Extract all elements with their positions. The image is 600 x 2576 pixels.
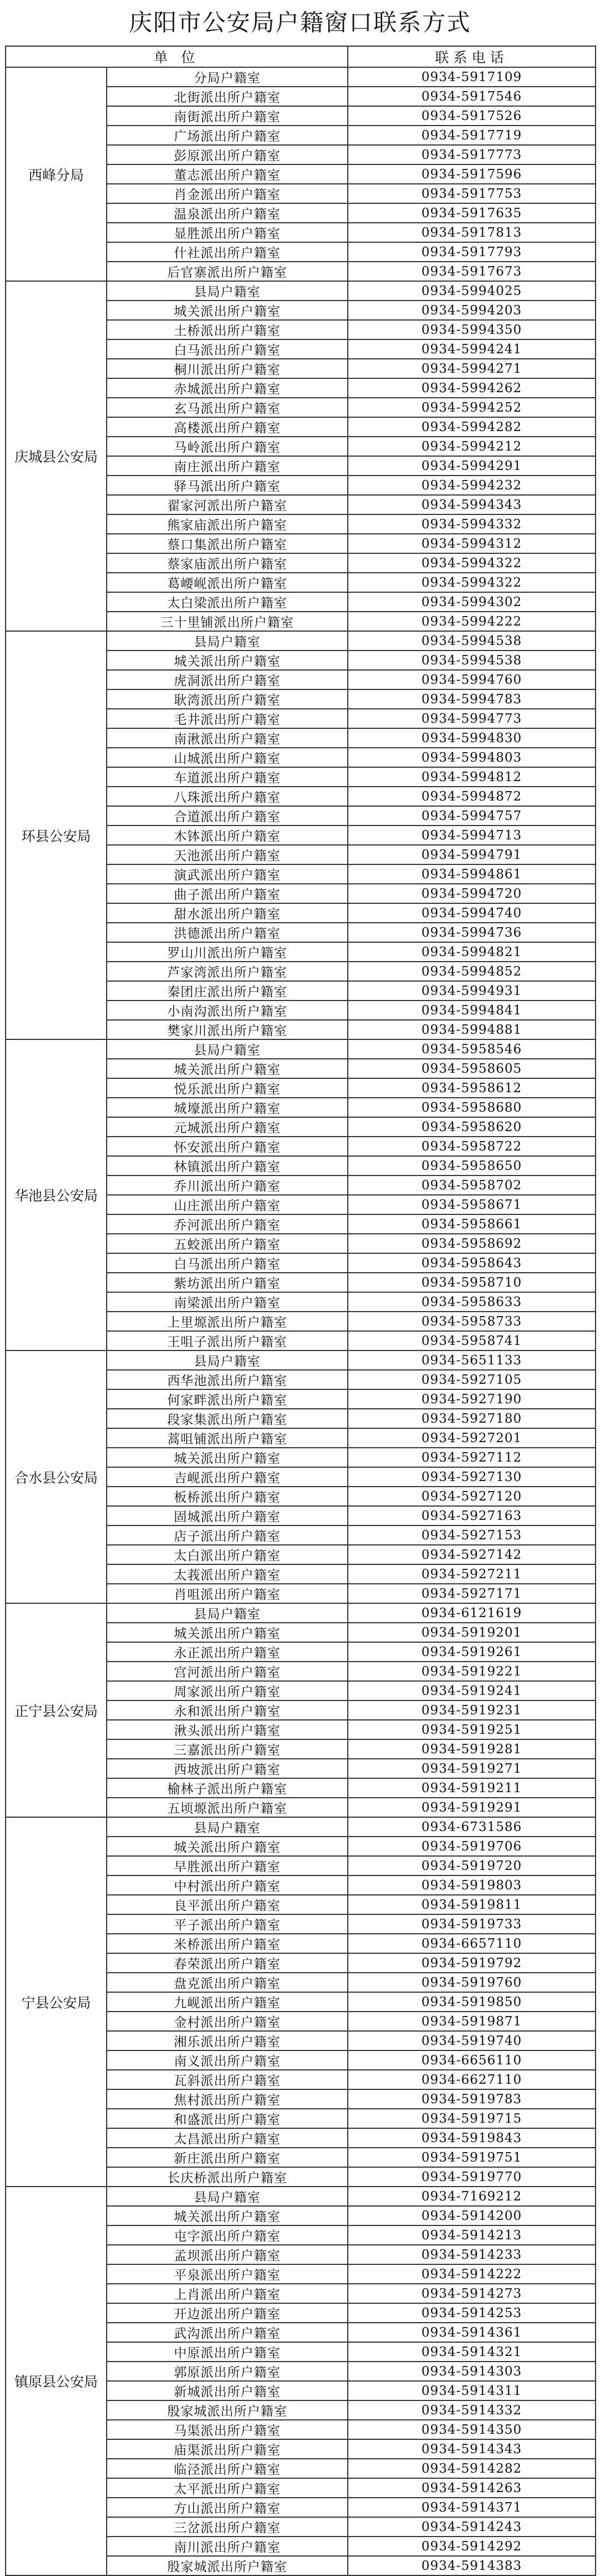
page-title: 庆阳市公安局户籍窗口联系方式 (128, 9, 471, 36)
unit-name: 车道派出所户籍室 (107, 767, 348, 787)
phone-number: 0934-6121619 (348, 1603, 596, 1623)
phone-number: 0934-5917793 (348, 242, 596, 262)
header-row (6, 46, 596, 67)
unit-name: 林镇派出所户籍室 (107, 1156, 348, 1176)
phone-number: 0934-5914253 (348, 2303, 596, 2323)
phone-number: 0934-5958710 (348, 1273, 596, 1292)
unit-name: 罗山川派出所户籍室 (107, 942, 348, 962)
phone-number: 0934-5994232 (348, 476, 596, 495)
bureau-name: 合水县公安局 (6, 1350, 107, 1603)
phone-number: 0934-5927120 (348, 1487, 596, 1506)
phone-number: 0934-5994760 (348, 670, 596, 689)
unit-name: 三嘉派出所户籍室 (107, 1739, 348, 1759)
phone-number: 0934-5994872 (348, 787, 596, 806)
phone-number: 0934-5958633 (348, 1292, 596, 1312)
bureau-name: 庆城县公安局 (6, 281, 107, 631)
phone-number: 0934-5919871 (348, 2012, 596, 2031)
phone-number: 0934-5927190 (348, 1389, 596, 1409)
phone-number: 0934-5914361 (348, 2323, 596, 2342)
unit-name: 瓦斜派出所户籍室 (107, 2070, 348, 2089)
unit-name: 中原派出所户籍室 (107, 2342, 348, 2362)
unit-name: 甜水派出所户籍室 (107, 903, 348, 923)
phone-number: 0934-5914303 (348, 2362, 596, 2381)
unit-name: 太莪派出所户籍室 (107, 1564, 348, 1584)
unit-name: 分局户籍室 (107, 67, 348, 87)
phone-number: 0934-5919803 (348, 1875, 596, 1895)
unit-name: 芦家湾派出所户籍室 (107, 962, 348, 981)
unit-name: 耿湾派出所户籍室 (107, 689, 348, 709)
unit-name: 五蛟派出所户籍室 (107, 1234, 348, 1253)
phone-number: 0934-5994841 (348, 1001, 596, 1020)
phone-number: 0934-6656110 (348, 2050, 596, 2070)
unit-name: 翟家河派出所户籍室 (107, 495, 348, 514)
table-row (6, 67, 596, 87)
phone-number: 0934-5914292 (348, 2537, 596, 2556)
unit-name: 永和派出所户籍室 (107, 1700, 348, 1720)
phone-number: 0934-5919811 (348, 1895, 596, 1914)
phone-number: 0934-5994302 (348, 592, 596, 612)
unit-name: 木钵派出所户籍室 (107, 826, 348, 845)
unit-name: 桐川派出所户籍室 (107, 359, 348, 378)
unit-name: 盘克派出所户籍室 (107, 1973, 348, 1992)
unit-name: 永正派出所户籍室 (107, 1642, 348, 1662)
unit-name: 新城派出所户籍室 (107, 2381, 348, 2400)
unit-name: 天池派出所户籍室 (107, 845, 348, 864)
phone-number: 0934-5917526 (348, 106, 596, 126)
phone-number: 0934-5917813 (348, 223, 596, 242)
phone-number: 0934-5919221 (348, 1662, 596, 1681)
unit-name: 白马派出所户籍室 (107, 1253, 348, 1273)
phone-number: 0934-5994773 (348, 709, 596, 728)
phone-number: 0934-5994852 (348, 962, 596, 981)
phone-number: 0934-5917546 (348, 87, 596, 106)
unit-name: 曲子派出所户籍室 (107, 884, 348, 903)
phone-number: 0934-5919706 (348, 1837, 596, 1856)
unit-name: 演武派出所户籍室 (107, 864, 348, 884)
phone-number: 0934-5994025 (348, 281, 596, 301)
phone-number: 0934-5994312 (348, 534, 596, 553)
unit-name: 显胜派出所户籍室 (107, 223, 348, 242)
unit-name: 郭原派出所户籍室 (107, 2362, 348, 2381)
phone-number: 0934-5917719 (348, 126, 596, 145)
phone-number: 0934-5994757 (348, 806, 596, 826)
unit-name: 周家派出所户籍室 (107, 1681, 348, 1700)
phone-number: 0934-5914263 (348, 2478, 596, 2498)
table-row (6, 1603, 596, 1623)
phone-number: 0934-5958661 (348, 1214, 596, 1234)
unit-name: 中村派出所户籍室 (107, 1875, 348, 1895)
unit-name: 彭原派出所户籍室 (107, 145, 348, 164)
unit-name: 上肖派出所户籍室 (107, 2284, 348, 2303)
header-unit: 单 位 (6, 46, 348, 67)
unit-name: 县局户籍室 (107, 281, 348, 301)
unit-name: 太平派出所户籍室 (107, 2478, 348, 2498)
bureau-name: 西峰分局 (6, 67, 107, 281)
table-row (6, 1350, 596, 1370)
unit-name: 南湫派出所户籍室 (107, 728, 348, 748)
unit-name: 县局户籍室 (107, 1039, 348, 1059)
phone-number: 0934-5914371 (348, 2498, 596, 2517)
unit-name: 城关派出所户籍室 (107, 2206, 348, 2225)
phone-number: 0934-5994322 (348, 553, 596, 573)
phone-number: 0934-5914343 (348, 2439, 596, 2459)
unit-name: 城关派出所户籍室 (107, 651, 348, 670)
unit-name: 后官寨派出所户籍室 (107, 262, 348, 281)
phone-number: 0934-5958612 (348, 1078, 596, 1098)
phone-number: 0934-5919201 (348, 1623, 596, 1642)
table-row (6, 2187, 596, 2206)
phone-number: 0934-5994222 (348, 612, 596, 631)
bureau-name: 环县公安局 (6, 631, 107, 1039)
phone-number: 0934-5994322 (348, 573, 596, 592)
phone-number: 0934-5958741 (348, 1331, 596, 1350)
phone-number: 0934-5914243 (348, 2517, 596, 2537)
phone-number: 0934-5914332 (348, 2400, 596, 2420)
unit-name: 元城派出所户籍室 (107, 1117, 348, 1137)
table-body (6, 67, 596, 2575)
unit-name: 悦乐派出所户籍室 (107, 1078, 348, 1098)
bureau-name: 正宁县公安局 (6, 1603, 107, 1817)
phone-number: 0934-5919261 (348, 1642, 596, 1662)
unit-name: 城关派出所户籍室 (107, 1623, 348, 1642)
unit-name: 平泉派出所户籍室 (107, 2264, 348, 2284)
unit-name: 和盛派出所户籍室 (107, 2109, 348, 2128)
unit-name: 新庄派出所户籍室 (107, 2148, 348, 2167)
unit-name: 肖金派出所户籍室 (107, 184, 348, 203)
phone-number: 0934-6627110 (348, 2070, 596, 2089)
unit-name: 早胜派出所户籍室 (107, 1856, 348, 1875)
unit-name: 焦村派出所户籍室 (107, 2089, 348, 2109)
phone-number: 0934-5994291 (348, 456, 596, 476)
unit-name: 县局户籍室 (107, 631, 348, 651)
table-row (6, 1817, 596, 1837)
unit-name: 南街派出所户籍室 (107, 106, 348, 126)
phone-number: 0934-5917109 (348, 67, 596, 87)
unit-name: 秦团庄派出所户籍室 (107, 981, 348, 1001)
phone-number: 0934-5994538 (348, 651, 596, 670)
unit-name: 虎洞派出所户籍室 (107, 670, 348, 689)
unit-name: 庙渠派出所户籍室 (107, 2439, 348, 2459)
unit-name: 段家集派出所户籍室 (107, 1409, 348, 1428)
phone-number: 0934-5919281 (348, 1739, 596, 1759)
unit-name: 马渠派出所户籍室 (107, 2420, 348, 2439)
unit-name: 南梁派出所户籍室 (107, 1292, 348, 1312)
phone-number: 0934-5917635 (348, 203, 596, 223)
phone-number: 0934-5994713 (348, 826, 596, 845)
phone-number: 0934-7169212 (348, 2187, 596, 2206)
phone-number: 0934-5914282 (348, 2459, 596, 2478)
unit-name: 乔川派出所户籍室 (107, 1176, 348, 1195)
phone-number: 0934-5919760 (348, 1973, 596, 1992)
unit-name: 金村派出所户籍室 (107, 2012, 348, 2031)
phone-number: 0934-5927130 (348, 1467, 596, 1487)
phone-number: 0934-5994203 (348, 301, 596, 320)
phone-number: 0934-5914222 (348, 2264, 596, 2284)
phone-number: 0934-5919733 (348, 1914, 596, 1934)
phone-number: 0934-5927201 (348, 1428, 596, 1448)
unit-name: 肖咀派出所户籍室 (107, 1584, 348, 1603)
unit-name: 孟坝派出所户籍室 (107, 2245, 348, 2264)
contact-table (5, 46, 596, 2576)
unit-name: 驿马派出所户籍室 (107, 476, 348, 495)
table-row (6, 281, 596, 301)
unit-name: 方山派出所户籍室 (107, 2498, 348, 2517)
unit-name: 西坡派出所户籍室 (107, 1759, 348, 1778)
phone-number: 0934-5919211 (348, 1778, 596, 1798)
unit-name: 三岔派出所户籍室 (107, 2517, 348, 2537)
unit-name: 殷家城派出所户籍室 (107, 2556, 348, 2575)
phone-number: 0934-5994350 (348, 320, 596, 339)
unit-name: 蔡家庙派出所户籍室 (107, 553, 348, 573)
phone-number: 0934-5927211 (348, 1564, 596, 1584)
unit-name: 榆林子派出所户籍室 (107, 1778, 348, 1798)
unit-name: 马岭派出所户籍室 (107, 437, 348, 456)
table-header (6, 46, 596, 67)
unit-name: 太昌派出所户籍室 (107, 2128, 348, 2148)
phone-number: 0934-5919751 (348, 2148, 596, 2167)
unit-name: 开边派出所户籍室 (107, 2303, 348, 2323)
phone-number: 0934-5914383 (348, 2556, 596, 2575)
unit-name: 广场派出所户籍室 (107, 126, 348, 145)
unit-name: 小南沟派出所户籍室 (107, 1001, 348, 1020)
unit-name: 合道派出所户籍室 (107, 806, 348, 826)
phone-number: 0934-5927163 (348, 1506, 596, 1525)
unit-name: 什社派出所户籍室 (107, 242, 348, 262)
unit-name: 洪德派出所户籍室 (107, 923, 348, 942)
unit-name: 蔡口集派出所户籍室 (107, 534, 348, 553)
unit-name: 温泉派出所户籍室 (107, 203, 348, 223)
phone-number: 0934-5994212 (348, 437, 596, 456)
phone-number: 0934-5958546 (348, 1039, 596, 1059)
unit-name: 毛井派出所户籍室 (107, 709, 348, 728)
unit-name: 熊家庙派出所户籍室 (107, 514, 348, 534)
unit-name: 县局户籍室 (107, 2187, 348, 2206)
phone-number: 0934-5958650 (348, 1156, 596, 1176)
phone-number: 0934-5994252 (348, 398, 596, 417)
phone-number: 0934-5917596 (348, 164, 596, 184)
phone-number: 0934-5994812 (348, 767, 596, 787)
unit-name: 玄马派出所户籍室 (107, 398, 348, 417)
phone-number: 0934-6657110 (348, 1934, 596, 1953)
phone-number: 0934-5994736 (348, 923, 596, 942)
unit-name: 八珠派出所户籍室 (107, 787, 348, 806)
unit-name: 北街派出所户籍室 (107, 87, 348, 106)
unit-name: 城壕派出所户籍室 (107, 1098, 348, 1117)
phone-number: 0934-5919291 (348, 1798, 596, 1817)
unit-name: 固城派出所户籍室 (107, 1506, 348, 1525)
phone-number: 0934-5994343 (348, 495, 596, 514)
header-phone: 联系电话 (348, 46, 596, 67)
unit-name: 西华池派出所户籍室 (107, 1370, 348, 1389)
phone-number: 0934-5927142 (348, 1545, 596, 1564)
unit-name: 板桥派出所户籍室 (107, 1487, 348, 1506)
phone-number: 0934-5958605 (348, 1059, 596, 1078)
unit-name: 土桥派出所户籍室 (107, 320, 348, 339)
phone-number: 0934-5917673 (348, 262, 596, 281)
unit-name: 殷家城派出所户籍室 (107, 2400, 348, 2420)
phone-number: 0934-5914311 (348, 2381, 596, 2400)
unit-name: 太白派出所户籍室 (107, 1545, 348, 1564)
unit-name: 县局户籍室 (107, 1603, 348, 1623)
phone-number: 0934-5651133 (348, 1350, 596, 1370)
unit-name: 紫坊派出所户籍室 (107, 1273, 348, 1292)
unit-name: 平子派出所户籍室 (107, 1914, 348, 1934)
unit-name: 南川派出所户籍室 (107, 2537, 348, 2556)
unit-name: 山城派出所户籍室 (107, 748, 348, 767)
bureau-name: 华池县公安局 (6, 1039, 107, 1350)
unit-name: 武沟派出所户籍室 (107, 2323, 348, 2342)
unit-name: 湫头派出所户籍室 (107, 1720, 348, 1739)
unit-name: 五顷塬派出所户籍室 (107, 1798, 348, 1817)
table-row (6, 631, 596, 651)
phone-number: 0934-5994538 (348, 631, 596, 651)
unit-name: 城关派出所户籍室 (107, 1059, 348, 1078)
unit-name: 樊家川派出所户籍室 (107, 1020, 348, 1039)
unit-name: 县局户籍室 (107, 1350, 348, 1370)
unit-name: 城关派出所户籍室 (107, 1837, 348, 1856)
phone-number: 0934-5919715 (348, 2109, 596, 2128)
phone-number: 0934-5919231 (348, 1700, 596, 1720)
phone-number: 0934-5994740 (348, 903, 596, 923)
phone-number: 0934-5927180 (348, 1409, 596, 1428)
phone-number: 0934-5994791 (348, 845, 596, 864)
phone-number: 0934-5994783 (348, 689, 596, 709)
phone-number: 0934-5994803 (348, 748, 596, 767)
unit-name: 南庄派出所户籍室 (107, 456, 348, 476)
phone-number: 0934-5919720 (348, 1856, 596, 1875)
unit-name: 怀安派出所户籍室 (107, 1137, 348, 1156)
phone-number: 0934-5919241 (348, 1681, 596, 1700)
phone-number: 0934-5919850 (348, 1992, 596, 2012)
phone-number: 0934-5958692 (348, 1234, 596, 1253)
unit-name: 店子派出所户籍室 (107, 1525, 348, 1545)
phone-number: 0934-5958680 (348, 1098, 596, 1117)
phone-number: 0934-5994830 (348, 728, 596, 748)
unit-name: 董志派出所户籍室 (107, 164, 348, 184)
unit-name: 南义派出所户籍室 (107, 2050, 348, 2070)
phone-number: 0934-5919271 (348, 1759, 596, 1778)
phone-number: 0934-5919740 (348, 2031, 596, 2050)
bureau-name: 宁县公安局 (6, 1817, 107, 2187)
phone-number: 0934-5917753 (348, 184, 596, 203)
phone-number: 0934-5994282 (348, 417, 596, 437)
phone-number: 0934-5994241 (348, 339, 596, 359)
unit-name: 临泾派出所户籍室 (107, 2459, 348, 2478)
phone-number: 0934-5994881 (348, 1020, 596, 1039)
phone-number: 0934-5958722 (348, 1137, 596, 1156)
unit-name: 高楼派出所户籍室 (107, 417, 348, 437)
phone-number: 0934-5914273 (348, 2284, 596, 2303)
unit-name: 长庆桥派出所户籍室 (107, 2167, 348, 2187)
unit-name: 九岘派出所户籍室 (107, 1992, 348, 2012)
phone-number: 0934-5917773 (348, 145, 596, 164)
phone-number: 0934-5994720 (348, 884, 596, 903)
phone-number: 0934-5958702 (348, 1176, 596, 1195)
phone-number: 0934-5994821 (348, 942, 596, 962)
unit-name: 米桥派出所户籍室 (107, 1934, 348, 1953)
phone-number: 0934-5919770 (348, 2167, 596, 2187)
unit-name: 湘乐派出所户籍室 (107, 2031, 348, 2050)
unit-name: 春荣派出所户籍室 (107, 1953, 348, 1973)
phone-number: 0934-5914321 (348, 2342, 596, 2362)
phone-number: 0934-5927105 (348, 1370, 596, 1389)
unit-name: 蒿咀铺派出所户籍室 (107, 1428, 348, 1448)
phone-number: 0934-5919843 (348, 2128, 596, 2148)
unit-name: 城关派出所户籍室 (107, 301, 348, 320)
unit-name: 屯字派出所户籍室 (107, 2225, 348, 2245)
phone-number: 0934-5958620 (348, 1117, 596, 1137)
unit-name: 山庄派出所户籍室 (107, 1195, 348, 1214)
phone-number: 0934-5914200 (348, 2206, 596, 2225)
phone-number: 0934-5994861 (348, 864, 596, 884)
phone-number: 0934-5994271 (348, 359, 596, 378)
table-row (6, 1039, 596, 1059)
unit-name: 白马派出所户籍室 (107, 339, 348, 359)
phone-number: 0934-5994262 (348, 378, 596, 398)
phone-number: 0934-5919783 (348, 2089, 596, 2109)
phone-number: 0934-5927112 (348, 1448, 596, 1467)
phone-number: 0934-5919792 (348, 1953, 596, 1973)
unit-name: 赤城派出所户籍室 (107, 378, 348, 398)
phone-number: 0934-5914350 (348, 2420, 596, 2439)
unit-name: 王咀子派出所户籍室 (107, 1331, 348, 1350)
unit-name: 良平派出所户籍室 (107, 1895, 348, 1914)
unit-name: 吉岘派出所户籍室 (107, 1467, 348, 1487)
unit-name: 宫河派出所户籍室 (107, 1662, 348, 1681)
phone-number: 0934-5927153 (348, 1525, 596, 1545)
phone-number: 0934-5958671 (348, 1195, 596, 1214)
phone-number: 0934-5958643 (348, 1253, 596, 1273)
phone-number: 0934-5927171 (348, 1584, 596, 1603)
phone-number: 0934-5958733 (348, 1312, 596, 1331)
bureau-name: 镇原县公安局 (6, 2187, 107, 2575)
phone-number: 0934-5919251 (348, 1720, 596, 1739)
phone-number: 0934-5994332 (348, 514, 596, 534)
unit-name: 三十里铺派出所户籍室 (107, 612, 348, 631)
unit-name: 县局户籍室 (107, 1817, 348, 1837)
unit-name: 城关派出所户籍室 (107, 1448, 348, 1467)
phone-number: 0934-5914233 (348, 2245, 596, 2264)
phone-number: 0934-5914213 (348, 2225, 596, 2245)
unit-name: 葛崾岘派出所户籍室 (107, 573, 348, 592)
phone-number: 0934-5994931 (348, 981, 596, 1001)
unit-name: 乔河派出所户籍室 (107, 1214, 348, 1234)
unit-name: 何家畔派出所户籍室 (107, 1389, 348, 1409)
phone-number: 0934-6731586 (348, 1817, 596, 1837)
unit-name: 太白梁派出所户籍室 (107, 592, 348, 612)
unit-name: 上里塬派出所户籍室 (107, 1312, 348, 1331)
